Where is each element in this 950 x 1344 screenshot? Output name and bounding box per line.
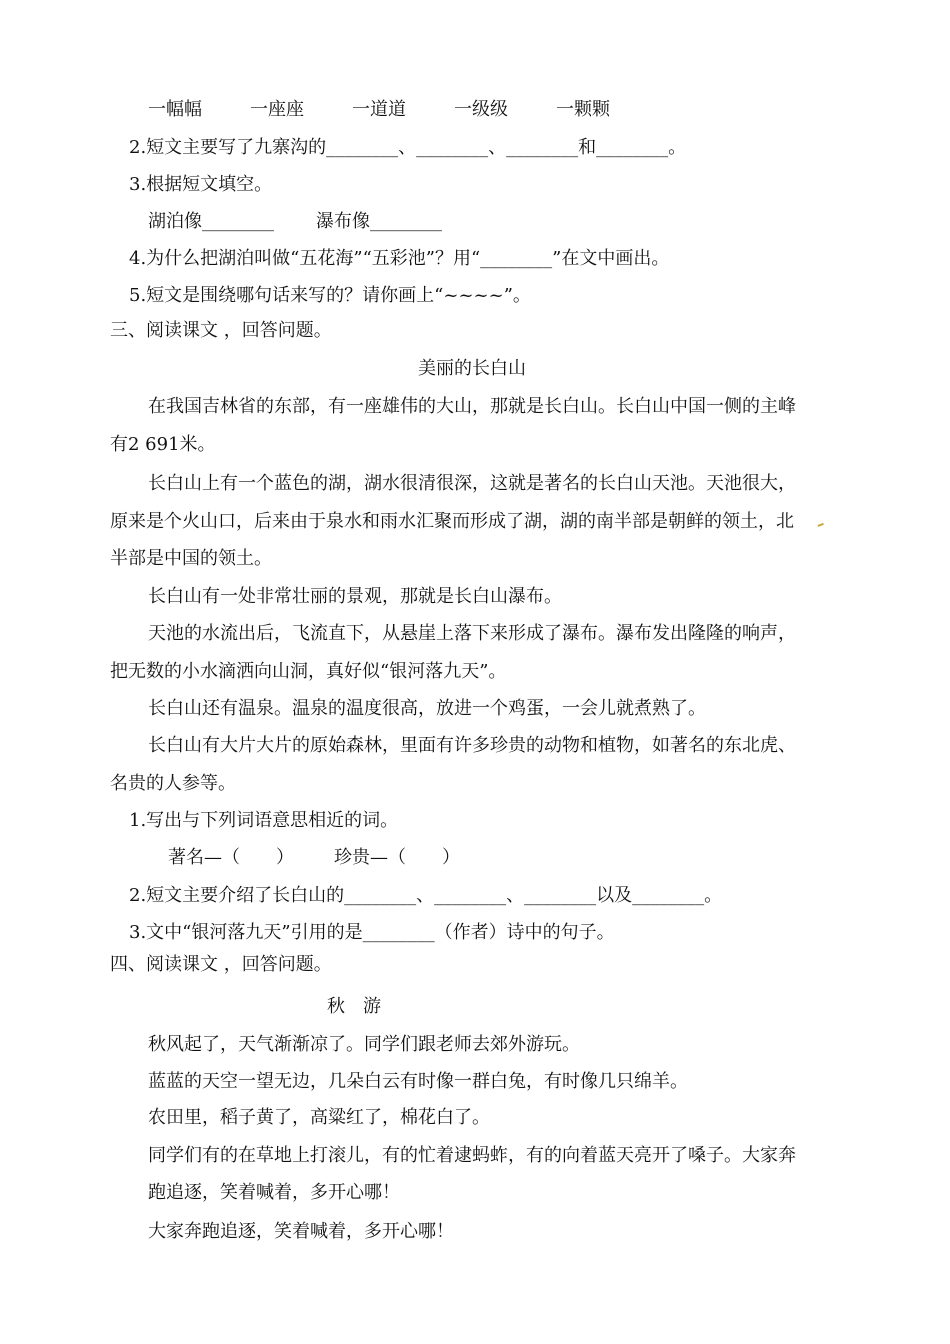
paragraph-line: 在我国吉林省的东部，有一座雄伟的大山，那就是长白山。长白山中国一侧的主峰 (148, 396, 796, 417)
synonym-precious: 珍贵—（ ） (334, 847, 460, 868)
section-3-heading: 三、阅读课文 ，回答问题。 (110, 320, 332, 341)
synonym-famous: 著名—（ ） (168, 847, 294, 868)
question-3-blanks (148, 210, 442, 234)
section-4-heading: 四、阅读课文 ，回答问题。 (110, 954, 332, 975)
question-5: 5.短文是围绕哪句话来写的？请你画上“~~~~”。 (129, 285, 531, 306)
paragraph-line: 蓝蓝的天空一望无边，几朵白云有时像一群白兔，有时像几只绵羊。 (148, 1071, 688, 1092)
question-2: 2.短文主要写了九寨沟的________、________、________和________。 (129, 137, 687, 158)
paragraph-line: 农田里，稻子黄了，高粱红了，棉花白了。 (148, 1107, 490, 1128)
paragraph-line: 长白山上有一个蓝色的湖，湖水很清很深，这就是著名的长白山天池。天池很大， (148, 473, 796, 494)
synonym-blanks (168, 846, 460, 870)
paragraph-line: 长白山还有温泉。温泉的温度很高，放进一个鸡蛋，一会儿就煮熟了。 (148, 698, 706, 719)
question-3: 3.根据短文填空。 (129, 174, 273, 195)
measure-words-row (148, 98, 658, 122)
question-1: 1.写出与下列词语意思相近的词。 (129, 810, 399, 831)
paragraph-line: 同学们有的在草地上打滚儿，有的忙着逮蚂蚱，有的向着蓝天亮开了嗓子。大家奔 (148, 1145, 796, 1166)
paragraph-line: 原来是个火山口，后来由于泉水和雨水汇聚而形成了湖，湖的南半部是朝鲜的领土，北 (110, 511, 794, 532)
paragraph-line: 天池的水流出后，飞流直下，从悬崖上落下来形成了瀑布。瀑布发出隆隆的响声， (148, 623, 796, 644)
question-4: 4.为什么把湖泊叫做“五花海”“五彩池”？用“________”在文中画出。 (129, 248, 670, 269)
paragraph-line: 有2 691米。 (110, 434, 216, 455)
measure-word: 一道道 (352, 99, 406, 120)
paragraph-line: 把无数的小水滴洒向山洞，真好似“银河落九天”。 (110, 661, 507, 682)
paragraph-line: 秋风起了，天气渐渐凉了。同学们跟老师去郊外游玩。 (148, 1034, 580, 1055)
measure-word: 一颗颗 (556, 99, 610, 120)
question-3: 3.文中“银河落九天”引用的是________（作者）诗中的句子。 (129, 922, 615, 943)
paragraph-line: 长白山有大片大片的原始森林，里面有许多珍贵的动物和植物，如著名的东北虎、 (148, 735, 796, 756)
paragraph-line: 长白山有一处非常壮丽的景观，那就是长白山瀑布。 (148, 586, 562, 607)
paragraph-line: 跑追逐，笑着喊着，多开心哪！ (148, 1182, 400, 1203)
measure-word: 一幅幅 (148, 99, 202, 120)
passage-title-changbai: 美丽的长白山 (418, 358, 526, 379)
measure-word: 一级级 (454, 99, 508, 120)
paragraph-line: 名贵的人参等。 (110, 773, 236, 794)
paragraph-line: 大家奔跑追逐，笑着喊着，多开心哪！ (148, 1221, 454, 1242)
blank-lake: 湖泊像________ (148, 211, 274, 232)
measure-word: 一座座 (250, 99, 304, 120)
stray-mark (816, 519, 824, 527)
blank-waterfall: 瀑布像________ (316, 211, 442, 232)
passage-title-autumn: 秋 游 (327, 996, 381, 1017)
question-2: 2.短文主要介绍了长白山的________、________、________以及________。 (129, 885, 723, 906)
paragraph-line: 半部是中国的领土。 (110, 548, 272, 569)
